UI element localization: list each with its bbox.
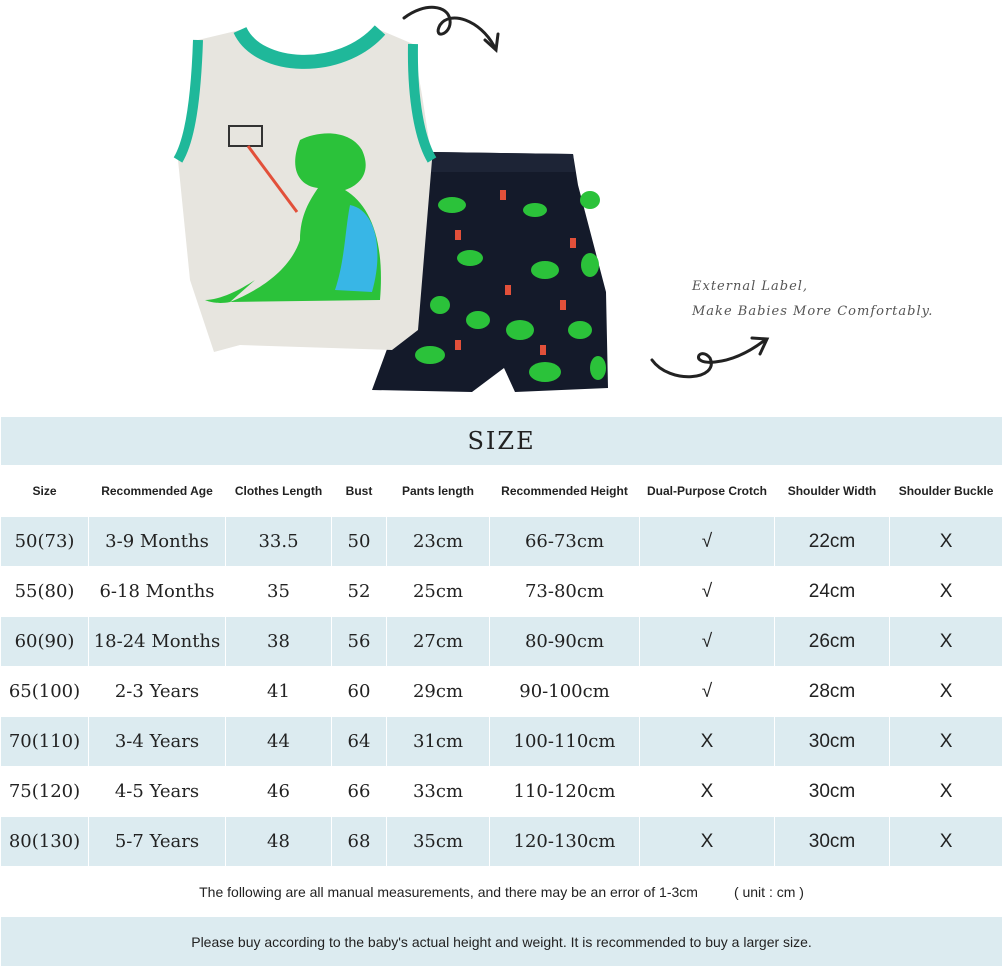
- buying-advice: Please buy according to the baby's actual height and weight. It is recommended to buy a larger size.: [1, 917, 1002, 967]
- measurement-note: [1, 867, 1002, 917]
- table-cell: 27cm: [387, 617, 490, 667]
- table-cell: 35: [226, 567, 332, 617]
- table-cell: 18-24 Months: [89, 617, 226, 667]
- header-cell: Bust: [332, 466, 387, 517]
- table-cell: X: [890, 767, 1002, 817]
- table-cell: 2-3 Years: [89, 667, 226, 717]
- table-cell: 50(73): [1, 517, 89, 567]
- table-cell: 25cm: [387, 567, 490, 617]
- table-cell: 5-7 Years: [89, 817, 226, 867]
- header-cell: Size: [1, 466, 89, 517]
- table-cell: 30cm: [775, 717, 890, 767]
- table-cell: 110-120cm: [490, 767, 640, 817]
- header-cell: Recommended Age: [89, 466, 226, 517]
- table-cell: 44: [226, 717, 332, 767]
- table-cell: 46: [226, 767, 332, 817]
- table-cell: 28cm: [775, 667, 890, 717]
- table-cell: 33.5: [226, 517, 332, 567]
- header-cell: Recommended Height: [490, 466, 640, 517]
- header-cell: Clothes Length: [226, 466, 332, 517]
- product-illustration: [0, 0, 1002, 416]
- table-cell: X: [640, 767, 775, 817]
- table-cell: 31cm: [387, 717, 490, 767]
- table-cell: 100-110cm: [490, 717, 640, 767]
- table-row: [1, 617, 1002, 667]
- table-cell: 38: [226, 617, 332, 667]
- table-cell: 3-9 Months: [89, 517, 226, 567]
- table-cell: 52: [332, 567, 387, 617]
- table-cell: √: [640, 517, 775, 567]
- table-cell: X: [890, 717, 1002, 767]
- measurement-note-text: The following are all manual measurements, and there may be an error of 1-3cm: [199, 884, 698, 900]
- table-cell: 66-73cm: [490, 517, 640, 567]
- table-row: [1, 567, 1002, 617]
- table-cell: 30cm: [775, 817, 890, 867]
- dino-tank-top: [178, 30, 432, 352]
- table-cell: 26cm: [775, 617, 890, 667]
- table-row: [1, 717, 1002, 767]
- table-cell: √: [640, 617, 775, 667]
- header-cell: Pants length: [387, 466, 490, 517]
- size-chart-title: SIZE: [1, 417, 1002, 466]
- header-cell: Shoulder Width: [775, 466, 890, 517]
- table-cell: 29cm: [387, 667, 490, 717]
- table-row: [1, 517, 1002, 567]
- unit-note: ( unit : cm ): [734, 884, 804, 900]
- table-cell: 50: [332, 517, 387, 567]
- table-row: [1, 817, 1002, 867]
- table-cell: 35cm: [387, 817, 490, 867]
- table-cell: 60(90): [1, 617, 89, 667]
- table-cell: 41: [226, 667, 332, 717]
- table-cell: 90-100cm: [490, 667, 640, 717]
- header-cell: Dual-Purpose Crotch: [640, 466, 775, 517]
- size-chart-table: [0, 416, 1002, 967]
- table-cell: √: [640, 567, 775, 617]
- table-cell: 66: [332, 767, 387, 817]
- table-cell: 73-80cm: [490, 567, 640, 617]
- table-cell: √: [640, 667, 775, 717]
- table-cell: 80(130): [1, 817, 89, 867]
- table-cell: 23cm: [387, 517, 490, 567]
- label-note-line1: External Label,: [692, 279, 808, 294]
- table-row: [1, 667, 1002, 717]
- table-cell: X: [890, 617, 1002, 667]
- table-cell: 4-5 Years: [89, 767, 226, 817]
- table-cell: 56: [332, 617, 387, 667]
- table-cell: X: [890, 667, 1002, 717]
- table-cell: 60: [332, 667, 387, 717]
- table-cell: 33cm: [387, 767, 490, 817]
- table-cell: X: [890, 817, 1002, 867]
- table-cell: 64: [332, 717, 387, 767]
- table-cell: X: [890, 517, 1002, 567]
- table-cell: 30cm: [775, 767, 890, 817]
- table-cell: 6-18 Months: [89, 567, 226, 617]
- header-cell: Shoulder Buckle: [890, 466, 1002, 517]
- table-cell: 120-130cm: [490, 817, 640, 867]
- size-chart-header: [1, 466, 1002, 517]
- table-row: [1, 767, 1002, 817]
- product-photo: [0, 0, 1002, 416]
- table-cell: X: [890, 567, 1002, 617]
- table-cell: 22cm: [775, 517, 890, 567]
- table-cell: X: [640, 717, 775, 767]
- table-cell: 68: [332, 817, 387, 867]
- table-cell: 55(80): [1, 567, 89, 617]
- table-cell: X: [640, 817, 775, 867]
- table-cell: 80-90cm: [490, 617, 640, 667]
- table-cell: 24cm: [775, 567, 890, 617]
- label-note-line2: Make Babies More Comfortably.: [692, 304, 933, 319]
- table-cell: 70(110): [1, 717, 89, 767]
- table-cell: 75(120): [1, 767, 89, 817]
- table-cell: 65(100): [1, 667, 89, 717]
- table-cell: 48: [226, 817, 332, 867]
- table-cell: 3-4 Years: [89, 717, 226, 767]
